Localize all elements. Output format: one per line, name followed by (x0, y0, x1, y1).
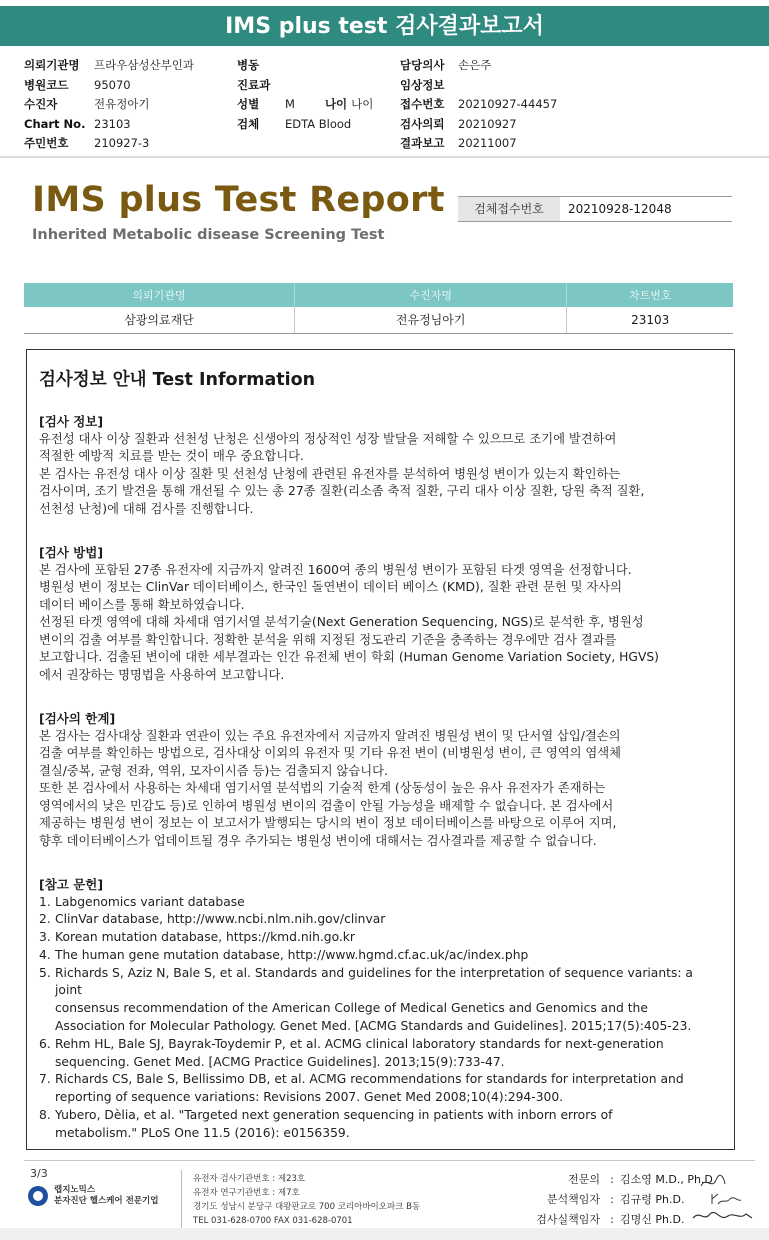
info-label: 성별 (237, 97, 260, 111)
reference-number: 2. (39, 912, 51, 927)
institution-line: 유전자 검사기관번호 : 제23호 (193, 1174, 306, 1184)
institution-info (193, 1172, 420, 1228)
section-line: 본 검사는 검사대상 질환과 연관이 있는 주요 유전자에서 지금까지 알려진 병원성 변이 및 단서열 삽입/결손의 (39, 728, 621, 743)
reference-number: 8. (39, 1108, 51, 1123)
info-label: 주민번호 (24, 136, 69, 150)
reference-text (55, 929, 355, 947)
meta-value-patient: 전유정님아기 (294, 307, 566, 333)
reference-number: 6. (39, 1036, 51, 1051)
report-subtitle: Inherited Metabolic disease Screening Test (32, 227, 385, 243)
section-line: 향후 데이터베이스가 업데이트될 경우 추가되는 병원성 변이에 대해서는 검사결과를 제공할 수 없습니다. (39, 833, 597, 848)
logo-mark-icon (28, 1186, 48, 1206)
info-value: 95070 (94, 77, 131, 92)
test-information-title: 검사정보 안내 Test Information (39, 370, 316, 390)
info-label: 담당의사 (400, 58, 445, 72)
section-line: 검출 여부를 확인하는 방법으로, 검사대상 이외의 유전자 및 기타 유전 변이 (비병원성 변이, 큰 영역의 염색체 (39, 746, 622, 760)
section-line: 에서 권장하는 명명법을 사용하여 보고합니다. (39, 667, 285, 682)
info-row (400, 115, 557, 135)
reference-text (55, 965, 722, 1036)
signer-colon: : (610, 1213, 614, 1226)
test-information-sections (39, 413, 722, 876)
company-logo (28, 1185, 158, 1207)
info-label: 나이 (324, 97, 348, 111)
reference-line: metabolism." PLoS One 11.5 (2016): e0156359. (55, 1125, 350, 1140)
logo-tagline: 분자진단 헬스케어 전문기업 (54, 1196, 159, 1206)
info-value: 프라우삼성산부인과 (94, 58, 194, 72)
meta-header-patient: 수진자명 (294, 283, 566, 307)
info-value: 20210927-44457 (458, 97, 558, 111)
patient-meta-table (24, 283, 733, 334)
info-label: 접수번호 (400, 97, 445, 111)
section-line: 선정된 타겟 영역에 대해 차세대 염기서열 분석기술(Next Generation Sequencing, NGS)로 분석한 후, 병원성 (39, 615, 644, 629)
info-label: 임상정보 (400, 77, 445, 92)
signer-role: 분석책임자 (546, 1193, 600, 1206)
footer-vertical-divider (181, 1170, 182, 1228)
bottom-bar (0, 1228, 769, 1240)
report-title: IMS plus Test Report (32, 180, 445, 220)
section-heading: [검사 정보] (39, 414, 104, 429)
signer-row (528, 1210, 716, 1230)
info-row (237, 56, 373, 76)
reference-line: ClinVar database, http://www.ncbi.nlm.nih.gov/clinvar (55, 912, 386, 927)
reference-number: 1. (39, 894, 51, 909)
signatories (528, 1170, 716, 1230)
reference-number: 3. (39, 930, 51, 945)
info-label: 병동 (237, 58, 260, 72)
signature-mark-3 (690, 1206, 756, 1226)
signer-name: 김명신 Ph.D. (620, 1213, 685, 1226)
section-line: 보고합니다. 검출된 변이에 대한 세부결과는 인간 유전체 변이 학회 (Human Genome Variation Society, HGVS) (39, 650, 659, 664)
reference-text (55, 1107, 612, 1143)
info-value: EDTA Blood (285, 116, 352, 131)
reference-line: consensus recommendation of the American College of Medical Genetics and Genomics and the (55, 1001, 648, 1016)
meta-value-chart: 23103 (567, 307, 733, 333)
info-value: 20211007 (458, 136, 517, 150)
section-spacer (39, 518, 722, 544)
reference-line: reporting of sequence variations: Revisions 2007. Genet Med 2008;10(4):294-300. (55, 1090, 564, 1105)
signer-name: 김소영 M.D., Ph.D. (620, 1173, 717, 1186)
section-heading: [검사의 한계] (39, 711, 116, 726)
receipt-value: 20210928-12048 (568, 202, 672, 216)
meta-header-chart: 차트번호 (567, 283, 733, 307)
info-value: 23103 (94, 116, 131, 131)
info-label: 진료과 (237, 77, 271, 92)
signer-name: 김규령 Ph.D. (620, 1193, 685, 1206)
reference-number: 5. (39, 965, 51, 980)
meta-value-institution: 삼광의료재단 (24, 307, 294, 333)
reference-text (55, 947, 528, 965)
info-row (24, 56, 194, 76)
patient-info-col1 (24, 56, 194, 154)
reference-line: Korean mutation database, https://kmd.nih.go.kr (55, 930, 355, 945)
reference-line: Rehm HL, Bale SJ, Bayrak-Toydemir P, et al. ACMG clinical laboratory standards for next-generation (55, 1036, 664, 1051)
section-body (39, 431, 722, 519)
logo-company-name: 랩지노믹스 (54, 1185, 96, 1195)
receipt-label: 검체접수번호 (458, 197, 560, 221)
info-label: 의뢰기관명 (24, 58, 80, 72)
section-line: 검사이며, 조기 발견을 통해 개선될 수 있는 총 27종 질환(리소좀 축적 질환, 구리 대사 이상 질환, 당원 축적 질환, (39, 484, 645, 498)
section-spacer (39, 850, 722, 876)
reference-line: Richards CS, Bale S, Bellissimo DB, et al. ACMG recommendations for standards for interpretation and (55, 1072, 684, 1087)
signer-role: 전문의 (568, 1173, 600, 1186)
references-heading: [참고 문헌] (39, 877, 104, 892)
info-label: 결과보고 (400, 136, 445, 150)
reference-item (39, 947, 722, 965)
reference-line: Richards S, Aziz N, Bale S, et al. Standards and guidelines for the interpretation of sequence variants: a joint (55, 965, 693, 998)
reference-number: 4. (39, 947, 51, 962)
info-label: Chart No. (24, 116, 86, 131)
header-divider (0, 156, 769, 158)
institution-line: 유전자 연구기관번호 : 제7호 (193, 1188, 300, 1198)
info-value: 20210927 (458, 116, 517, 131)
section-line: 또한 본 검사에서 사용하는 차세대 염기서열 분석법의 기술적 한계 (상동성이 높은 유사 유전자가 존재하는 (39, 781, 606, 795)
page-number: 3/3 (30, 1167, 48, 1180)
section-body (39, 562, 722, 685)
info-label: 검사의뢰 (400, 116, 445, 131)
reference-line: The human gene mutation database, http://www.hgmd.cf.ac.uk/ac/index.php (55, 947, 529, 962)
reference-text (55, 1036, 664, 1072)
reference-item (39, 1036, 722, 1072)
reference-item (39, 894, 722, 912)
reference-line: Yubero, Dèlia, et al. "Targeted next generation sequencing in patients with inborn errors of (55, 1108, 613, 1123)
info-value: 전유정아기 (94, 97, 150, 111)
reference-item (39, 1071, 722, 1107)
footer-divider (24, 1160, 755, 1161)
signer-row (528, 1170, 716, 1190)
info-row (24, 115, 194, 135)
reference-text (55, 911, 385, 929)
info-row (237, 115, 373, 135)
info-row (24, 134, 194, 154)
signer-role: 검사실책임자 (536, 1213, 600, 1226)
patient-info-col3 (400, 56, 557, 154)
signer-colon: : (610, 1173, 614, 1186)
section-body (39, 728, 722, 851)
reference-line: Labgenomics variant database (55, 894, 245, 909)
info-label: 수진자 (24, 97, 58, 111)
receipt-number-box (458, 196, 732, 222)
signer-colon: : (610, 1193, 614, 1206)
reference-item (39, 911, 722, 929)
reference-item (39, 929, 722, 947)
info-row (237, 76, 373, 96)
info-value: 손은주 (458, 58, 492, 72)
institution-line: 경기도 성남시 분당구 대왕판교로 700 코리아바이오파크 B동 (193, 1202, 421, 1212)
section-line: 결실/중복, 균형 전좌, 역위, 모자이시즘 등)는 검출되지 않습니다. (39, 763, 388, 778)
institution-line: TEL 031-628-0700 FAX 031-628-0701 (193, 1216, 353, 1226)
reference-number: 7. (39, 1072, 51, 1087)
info-label: 병원코드 (24, 77, 69, 92)
info-row (24, 95, 194, 115)
report-banner: IMS plus test 검사결과보고서 (0, 6, 769, 46)
reference-item (39, 1107, 722, 1143)
section-line: 유전성 대사 이상 질환과 선천성 난청은 신생아의 정상적인 성장 발달을 저해할 수 있으므로 조기에 발견하여 (39, 431, 617, 446)
section-line: 변이의 검출 여부를 확인합니다. 정확한 분석을 위해 지정된 정도관리 기준을 충족하는 경우에만 검사 결과를 (39, 632, 617, 647)
section-line: 병원성 변이 정보는 ClinVar 데이터베이스, 한국인 돌연변이 데이터 베이스 (KMD), 질환 관련 문헌 및 자사의 (39, 580, 623, 594)
reference-text (55, 894, 245, 912)
info-row (400, 76, 557, 96)
section-line: 선천성 난청)에 대해 검사를 진행합니다. (39, 501, 254, 516)
reference-line: Association for Molecular Pathology. Genet Med. [ACMG Standards and Guidelines]. 2015;17(5):405-23. (55, 1019, 692, 1034)
section-line: 본 검사에 포함된 27종 유전자에 지금까지 알려진 1600여 종의 병원성 변이가 포함된 타겟 영역을 선정합니다. (39, 562, 632, 577)
info-row (237, 95, 373, 115)
info-row (400, 95, 557, 115)
info-label: 검체 (237, 116, 260, 131)
section-line: 적절한 예방적 치료를 받는 것이 매우 중요합니다. (39, 449, 304, 463)
patient-info-col2 (237, 56, 373, 134)
section-line: 데이터 베이스를 통해 확보하였습니다. (39, 597, 245, 612)
section-spacer (39, 684, 722, 710)
section-line: 본 검사는 유전성 대사 이상 질환 및 선천성 난청에 관련된 유전자를 분석하여 병원성 변이가 있는지 확인하는 (39, 466, 621, 481)
section-line: 제공하는 병원성 변이 정보는 이 보고서가 발행되는 당시의 변이 정보 데이터베이스를 바탕으로 이루어 지며, (39, 816, 617, 830)
references-list (39, 894, 722, 1143)
meta-header-institution: 의뢰기관명 (24, 283, 294, 307)
reference-text (55, 1071, 684, 1107)
info-value: 210927-3 (94, 136, 150, 150)
section-line: 영역에서의 낮은 민감도 등)로 인하여 병원성 변이의 검출이 안될 가능성을 배제할 수 없습니다. 본 검사에서 (39, 798, 614, 813)
info-row (400, 134, 557, 154)
reference-item (39, 965, 722, 1036)
info-value: 나이 (351, 97, 374, 111)
section-heading: [검사 방법] (39, 545, 104, 560)
info-row (400, 56, 557, 76)
info-value: M (285, 97, 295, 111)
signer-row (528, 1190, 716, 1210)
reference-line: sequencing. Genet Med. [ACMG Practice Guidelines]. 2013;15(9):733-47. (55, 1054, 505, 1069)
info-row (24, 76, 194, 96)
test-information-box (26, 349, 735, 1150)
